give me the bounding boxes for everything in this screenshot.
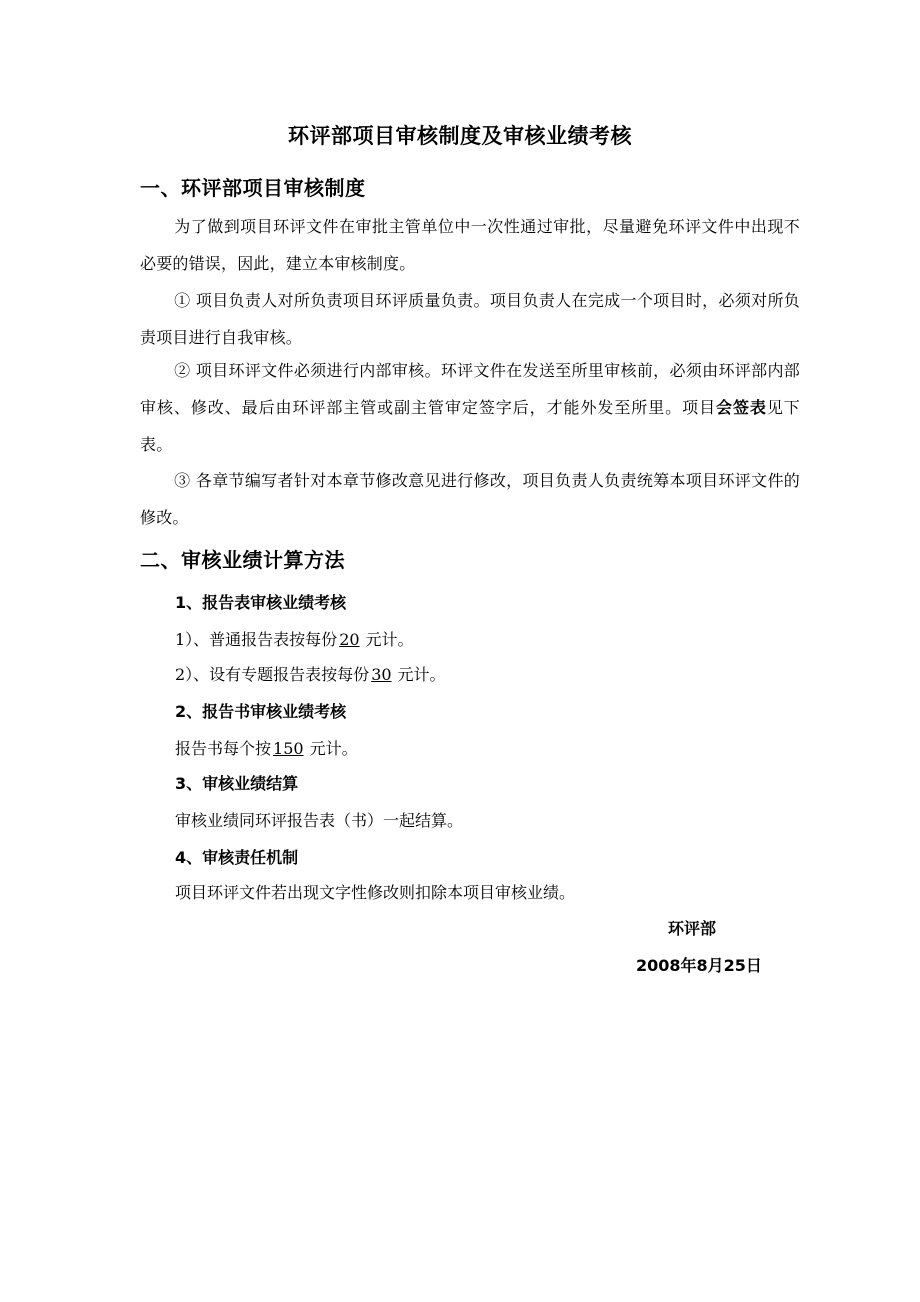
line-prefix: 报告书每个按 xyxy=(175,739,272,758)
line-suffix: 元计。 xyxy=(397,665,446,684)
document-title: 环评部项目审核制度及审核业绩考核 xyxy=(288,124,632,148)
special-report-fee: 30 xyxy=(371,665,392,684)
line-prefix: 1）、普通报告表按每份 xyxy=(175,630,338,649)
report-book-line xyxy=(175,736,358,759)
section1-item2-end: 见下表。 xyxy=(140,398,800,454)
report-book-fee: 150 xyxy=(273,739,304,758)
section1-intro-text: 为了做到项目环评文件在审批主管单位中一次性通过审批，尽量避免环评文件中出现不必要的错误，因此，建立本审核制度。 xyxy=(140,217,800,273)
section1-heading: 一、环评部项目审核制度 xyxy=(140,176,366,200)
report-form-ordinary-line xyxy=(175,627,414,650)
section1-item2-text: ② 项目环评文件必须进行内部审核。环评文件在发送至所里审核前，必须由环评部内部审核、修改、最后由环评部主管或副主管审定签字后，才能外发至所里。项目 xyxy=(140,361,800,417)
section1-item3 xyxy=(140,462,800,536)
signature-department: 环评部 xyxy=(668,919,717,938)
sub2-heading: 2、报告书审核业绩考核 xyxy=(175,702,347,721)
section1-item1-text: ① 项目负责人对所负责项目环评质量负责。项目负责人在完成一个项目时，必须对所负责项目进行自我审核。 xyxy=(140,291,800,347)
section1-intro xyxy=(140,208,800,282)
signature-date: 2008年8月25日 xyxy=(636,956,762,975)
section1-item3-text: ③ 各章节编写者针对本章节修改意见进行修改，项目负责人负责统筹本项目环评文件的修改。 xyxy=(140,471,800,527)
line-suffix: 元计。 xyxy=(309,739,358,758)
section1-item1 xyxy=(140,282,800,356)
line-suffix: 元计。 xyxy=(365,630,414,649)
section1-item2 xyxy=(140,352,800,463)
sub4-heading: 4、审核责任机制 xyxy=(175,848,299,867)
settlement-line: 审核业绩同环评报告表（书）一起结算。 xyxy=(175,811,464,830)
report-form-special-line xyxy=(175,662,446,685)
sub1-heading: 1、报告表审核业绩考核 xyxy=(175,593,347,612)
countersign-form-term: 会签表 xyxy=(716,398,767,417)
section2-heading: 二、审核业绩计算方法 xyxy=(140,548,345,572)
sub3-heading: 3、审核业绩结算 xyxy=(175,774,299,793)
ordinary-report-fee: 20 xyxy=(339,630,360,649)
responsibility-line: 项目环评文件若出现文字性修改则扣除本项目审核业绩。 xyxy=(175,883,576,902)
line-prefix: 2）、设有专题报告表按每份 xyxy=(175,665,370,684)
